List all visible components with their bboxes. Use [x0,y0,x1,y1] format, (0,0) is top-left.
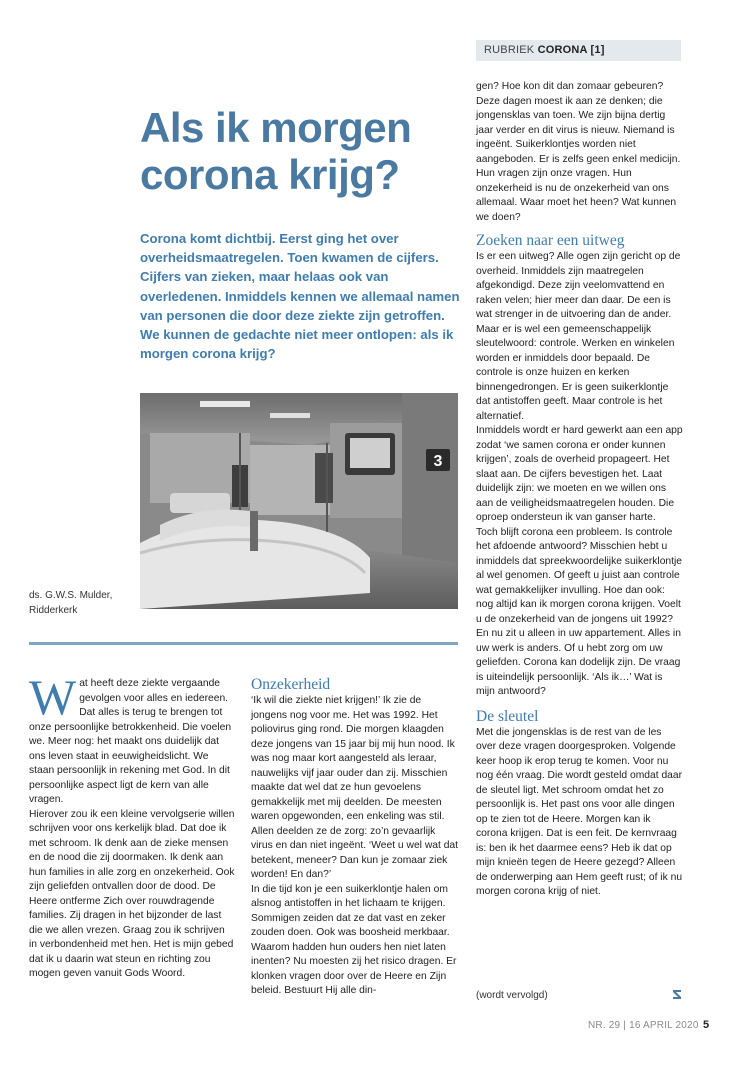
section-label [476,40,681,61]
title-line-2: corona krijg? [140,151,400,198]
section-heading-sleutel: De sleutel [476,707,539,725]
article-column-1 [29,669,235,982]
article-column-3 [476,80,683,900]
section-label-name: CORONA [1] [537,44,605,56]
end-mark-icon [671,988,683,1000]
paragraph: Hierover zou ik een kleine vervolgserie willen schrijven voor ons kerkelijk blad. Dat doe ik met schroom. Ik denk aan de zieke mensen en de nood die zij doormaken. Ik denk aan hun families in alle zorg en onzekerheid. Ook zijn geliefden ontvallen door de dood. De Heere ontferme Zich over rouwdragende families. Zij dragen in het bijzonder de last die we allen vrezen. Graag zou ik schrijven in verbondenheid met hen. Het is mijn gebed dat ik u daarin wat steun en richting zou mogen geven vanuit Gods Woord. [29,808,235,979]
hospital-ward-photo [140,393,458,609]
paragraph: In die tijd kon je een suikerklontje halen om alsnog antistoffen in het lichaam te krijgen. Sommigen zeiden dat ze dat vast en zeker zouden doen. Ook was boosheid merkbaar. Waarom hadden hun ouders hen niet laten inenten? Nu moesten zij het risico dragen. Er klonken vragen door over de Heere en Zijn beleid. Bestuurt Hij alle din- [251,883,457,996]
paragraph: En nu zit u alleen in uw appartement. Alles in uw werk is anders. Of u hebt zorg om uw geliefden. Corona kan dodelijk zijn. De vraag is uiteindelijk persoonlijk. ‘Als ik…’ Wat is mijn antwoord? [476,628,681,697]
drop-cap: W [29,669,77,725]
author-name: ds. G.W.S. Mulder, [29,590,113,601]
paragraph: Toch blijft corona een probleem. Is controle het afdoende antwoord? Misschien hebt u inmiddels dat spreekwoordelijke suikerklontje al wel genomen. Of geeft u juist aan controle wat gemakkelijker invulling. Hoe dan ook: nog altijd kan ik morgen corona krijgen. Voelt u de onzekerheid van de jongens uit 1992? [476,526,683,625]
author-place: Ridderkerk [29,605,78,616]
section-heading-onzekerheid: Onzekerheid [251,676,331,693]
section-heading-uitweg: Zoeken naar een uitweg [476,232,625,249]
article-intro: Corona komt dichtbij. Eerst ging het over overheidsmaatregelen. Toen kwamen de cijfers. Cijfers van zieken, maar helaas ook van overledenen. Inmiddels kennen we allemaal namen van personen die door deze ziekte zijn getroffen. We kunnen de gedachte niet meer ontlopen: als ik morgen corona krijg? [140,231,460,362]
section-label-prefix: RUBRIEK [484,44,535,56]
bed-number-sign: 3 [433,453,443,470]
paragraph: gen? Hoe kon dit dan zomaar gebeuren? Deze dagen moest ik aan ze denken; die jongensklas van toen. We zijn bijna dertig jaar verder en dit virus is nieuw. Niemand is ingeënt. Suikerklontjes worden niet aangeboden. Er is zelfs geen enkel medicijn. Hun vragen zijn onze vragen. Hun onzekerheid is nu de onzekerheid van ons allemaal. Waar moet het heen? Wat kunnen we doen? [476,81,681,223]
paragraph: ‘Ik wil die ziekte niet krijgen!’ Ik zie de jongens nog voor me. Het was 1992. Het poliovirus ging rond. Die morgen klaagden deze jongens van 15 jaar bij mij hun nood. Ik was nog maar kort aangesteld als leraar, nauwelijks vijf jaar ouder dan zij. Misschien maakte dat wel dat ze hun gevoelens gemakkelijk met mij deelden. De meesten waren opgewonden, een enkeling was stil. Allen deelden ze de zorg: zo’n gevaarlijk virus en dan niet ingeënt. ‘Weet u wel wat dat betekent, meneer? Dan kun je zomaar ziek worden! En dan?’ [251,695,459,880]
title-line-1: Als ik morgen [140,104,412,151]
section-divider [29,642,458,645]
continued-note: (wordt vervolgd) [476,990,548,1001]
paragraph: Met die jongensklas is de rest van de les over deze vragen doorgesproken. Volgende keer hoop ik erop terug te komen. Voor nu nog één vraag. Die wordt gesteld omdat daar de sleutel ligt. Met schroom omdat het zo persoonlijk is. Het past ons voor alle dingen op te zien tot de Heere. Morgen kan ik corona krijgen. Dat is een feit. De kernvraag is: ben ik het daarmee eens? Heb ik dat op mijn knieën tegen de Heere gezegd? Alleen de onderwerping aan Hem geeft rust; of ik nu morgen corona krijg of niet. [476,726,683,897]
page-number: 5 [703,1019,710,1031]
paragraph: Inmiddels wordt er hard gewerkt aan een app zodat ‘we samen corona er onder kunnen krijgen’, zoals de overheid propageert. Het slaat aan. De cijfers bevestigen het. Laat duidelijk zijn: we moeten en we willen ons aan de veiligheidsmaatregelen houden. Die oproep ondersteun ik van ganser harte. [476,425,683,523]
article-column-2 [251,676,458,999]
article-title [140,104,460,198]
author-caption [29,588,129,618]
paragraph: Is er een uitweg? Alle ogen zijn gericht op de overheid. Inmiddels zijn maatregelen afgekondigd. Deze zijn veelomvattend en raken velen; hier meer dan daar. De een is wat strenger in de uitvoering dan de ander. Maar er is wel een gemeenschappelijk sleutelwoord: controle. Werken en winkelen worden er inmiddels door bepaald. De controle is onze huizen en kerken binnengedrongen. Er is geen suikerklontje dat antistoffen geeft. Maar controle is het alternatief. [476,251,681,422]
paragraph: at heeft deze ziekte vergaande gevolgen voor alles en iedereen. Dat alles is terug te brengen tot onze persoonlijke betrokkenheid. Die voelen we. Meer nog: het maakt ons duidelijk dat ons leven staat in eeuwigheidslicht. We staan persoonlijk in rekening met God. In dit persoonlijke aspect ligt de kern van alle vragen. [29,678,232,805]
issue-info: NR. 29 | 16 APRIL 2020 [588,1020,699,1031]
